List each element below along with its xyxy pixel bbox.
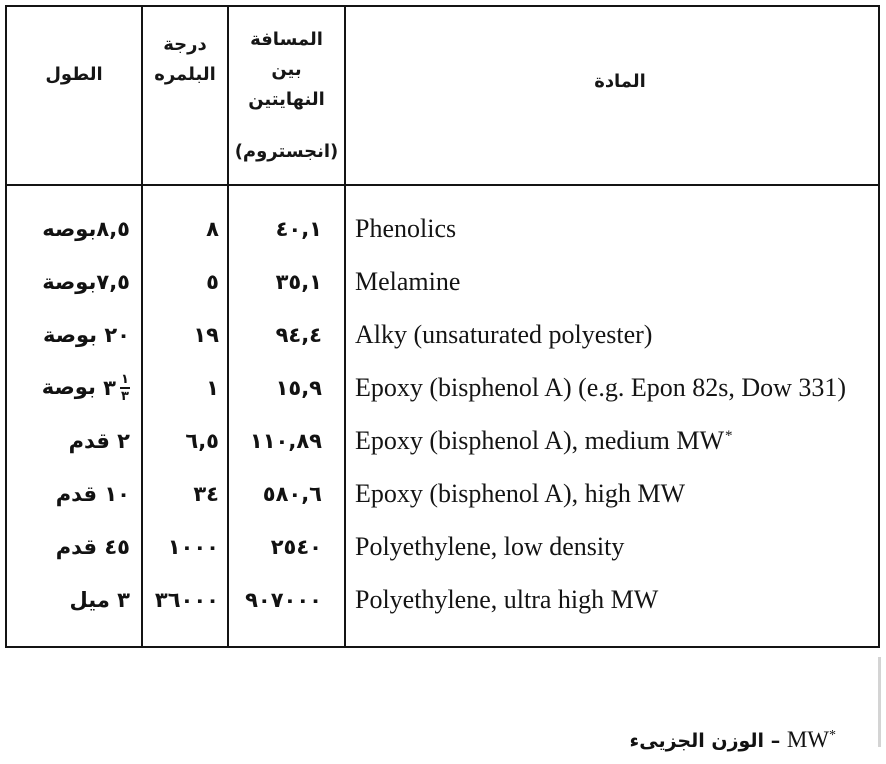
cell-degree-of-polymerization: ٣٤	[193, 481, 219, 506]
header-line: بين	[271, 59, 302, 80]
cell-material: Phenolics	[355, 213, 457, 243]
header-material	[346, 7, 878, 184]
header-line: النهايتين	[248, 89, 325, 110]
mixed-number	[103, 373, 130, 403]
footnote-separator: –	[770, 730, 781, 752]
cell-degree-of-polymerization: ٥	[206, 269, 219, 294]
cell-end-to-end-distance: ٤٠,١	[275, 216, 322, 241]
cell-degree-of-polymerization: ١٩	[193, 322, 219, 347]
header-end-to-end-distance	[229, 7, 344, 184]
cell-degree-of-polymerization: ٣٦٠٠٠	[154, 587, 219, 612]
cell-length	[7, 372, 141, 403]
cell-material	[346, 426, 878, 456]
table-row	[7, 255, 878, 308]
cell-end-to-end-distance: ١٥,٩	[275, 375, 322, 400]
table-row	[7, 573, 878, 626]
footnote	[630, 725, 836, 756]
data-table	[5, 5, 880, 648]
header-line: الطول	[45, 64, 103, 85]
cell-end-to-end-distance: ٩٠٧٠٠٠	[245, 587, 322, 612]
cell-degree-of-polymerization: ١٠٠٠	[167, 534, 219, 559]
header-line: المسافة	[250, 29, 323, 50]
scan-edge-mark	[878, 657, 881, 747]
table-row	[7, 467, 878, 520]
cell-material: Alky (unsaturated polyester)	[355, 319, 653, 349]
cell-length: ٢ قدم	[68, 428, 130, 453]
cell-material: Epoxy (bisphenol A) (e.g. Epon 82s, Dow 331)	[355, 372, 847, 402]
header-line: البلمره	[154, 64, 216, 85]
fraction-denominator: ٣	[121, 389, 129, 404]
table-row	[7, 202, 878, 255]
footnote-reference-mark: *	[725, 427, 733, 444]
stacked-fraction	[120, 373, 130, 403]
cell-end-to-end-distance: ٩٤,٤	[275, 322, 322, 347]
table-row	[7, 308, 878, 361]
table-row	[7, 414, 878, 467]
footnote-mark: *	[829, 728, 836, 743]
header-line: درجة	[163, 34, 207, 55]
length-unit: بوصة	[41, 375, 96, 399]
cell-degree-of-polymerization: ٦,٥	[185, 428, 219, 453]
cell-length: ٣ ميل	[69, 587, 130, 612]
table-row	[7, 361, 878, 414]
cell-material: Epoxy (bisphenol A), high MW	[355, 478, 686, 508]
header-line: المادة	[594, 71, 646, 92]
cell-end-to-end-distance: ٣٥,١	[275, 269, 322, 294]
table-row	[7, 520, 878, 573]
footnote-term	[787, 727, 836, 752]
cell-length: ٤٥ قدم	[55, 534, 130, 559]
material-name: Epoxy (bisphenol A), medium MW	[355, 425, 725, 455]
cell-material: Melamine	[355, 266, 461, 296]
cell-length: ٧,٥بوصة	[42, 269, 130, 294]
whole-number: ٣	[103, 376, 116, 400]
table-body	[7, 202, 878, 626]
header-line: (انجستروم)	[234, 141, 339, 162]
cell-length: ٢٠ بوصة	[42, 322, 130, 347]
cell-length: ٨,٥بوصه	[42, 216, 130, 241]
footnote-definition: الوزن الجزيىء	[629, 730, 765, 752]
cell-material: Polyethylene, ultra high MW	[355, 584, 659, 614]
cell-end-to-end-distance: ٢٥٤٠	[270, 534, 322, 559]
cell-degree-of-polymerization: ١	[206, 375, 219, 400]
cell-end-to-end-distance: ٥٨٠,٦	[262, 481, 322, 506]
footnote-term-text: MW	[786, 727, 829, 752]
fraction-numerator: ١	[121, 372, 129, 387]
header-length	[7, 7, 141, 184]
cell-material: Polyethylene, low density	[355, 531, 625, 561]
cell-end-to-end-distance: ١١٠,٨٩	[249, 428, 322, 453]
cell-degree-of-polymerization: ٨	[206, 216, 219, 241]
header-divider	[7, 184, 878, 186]
header-degree-of-polymerization	[143, 7, 227, 184]
cell-length: ١٠ قدم	[55, 481, 130, 506]
